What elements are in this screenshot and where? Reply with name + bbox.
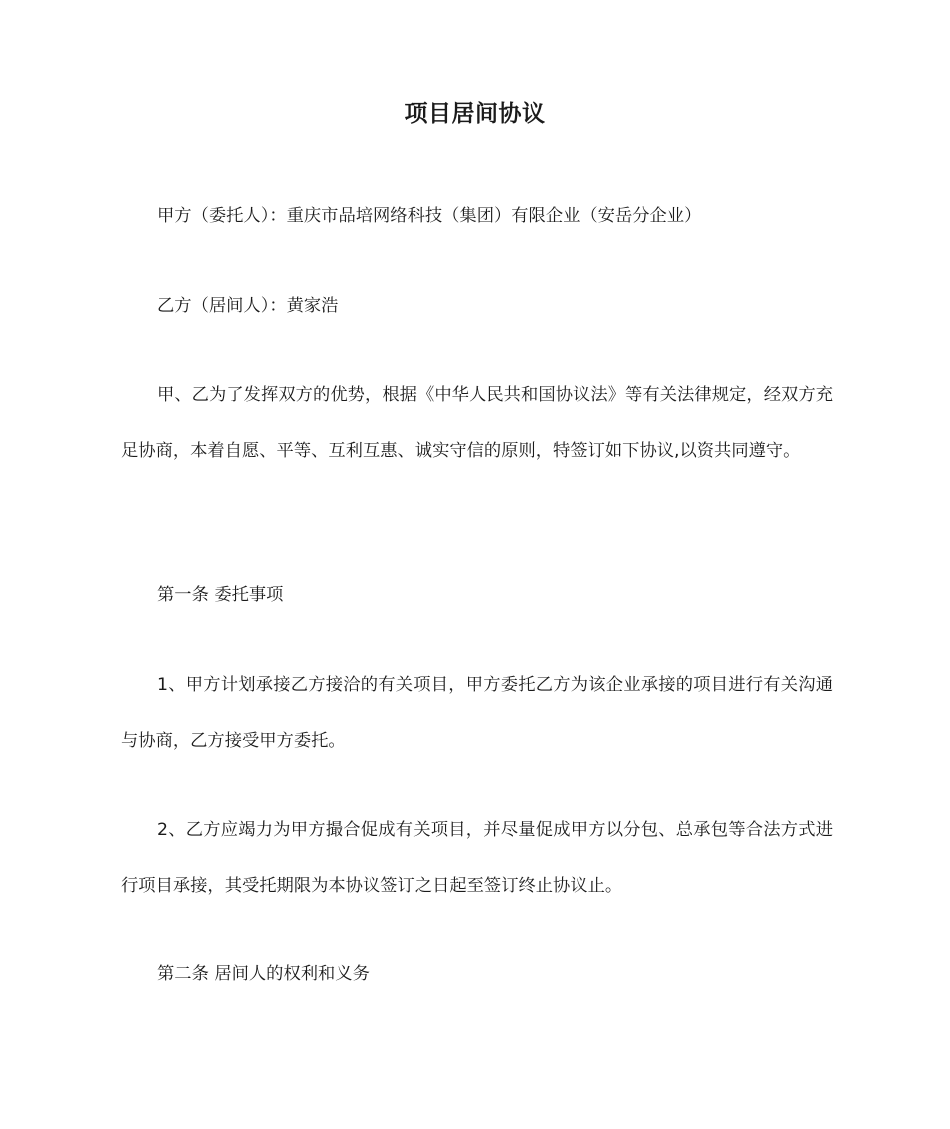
- party-a-line: 甲方（委托人）：重庆市品培网络科技（集团）有限企业（安岳分企业）: [157, 206, 702, 226]
- preamble-paragraph: 甲、乙为了发挥双方的优势，根据《中华人民共和国协议法》等有关法律规定，经双方充足协商，本着自愿、平等、互利互惠、诚实守信的原则，特签订如下协议,以资共同遵守。: [121, 385, 833, 461]
- article-1-item-2: 2、乙方应竭力为甲方撮合促成有关项目，并尽量促成甲方以分包、总承包等合法方式进行项目承接，其受托期限为本协议签订之日起至签订终止协议止。: [121, 820, 833, 896]
- document-title: 项目居间协议: [404, 101, 546, 127]
- party-b-line: 乙方（居间人）：黄家浩: [157, 296, 339, 316]
- article-2-heading: 第二条 居间人的权利和义务: [157, 964, 370, 984]
- article-1-item-1: 1、甲方计划承接乙方接洽的有关项目，甲方委托乙方为该企业承接的项目进行有关沟通与协商，乙方接受甲方委托。: [121, 675, 833, 751]
- article-1-heading: 第一条 委托事项: [157, 585, 284, 605]
